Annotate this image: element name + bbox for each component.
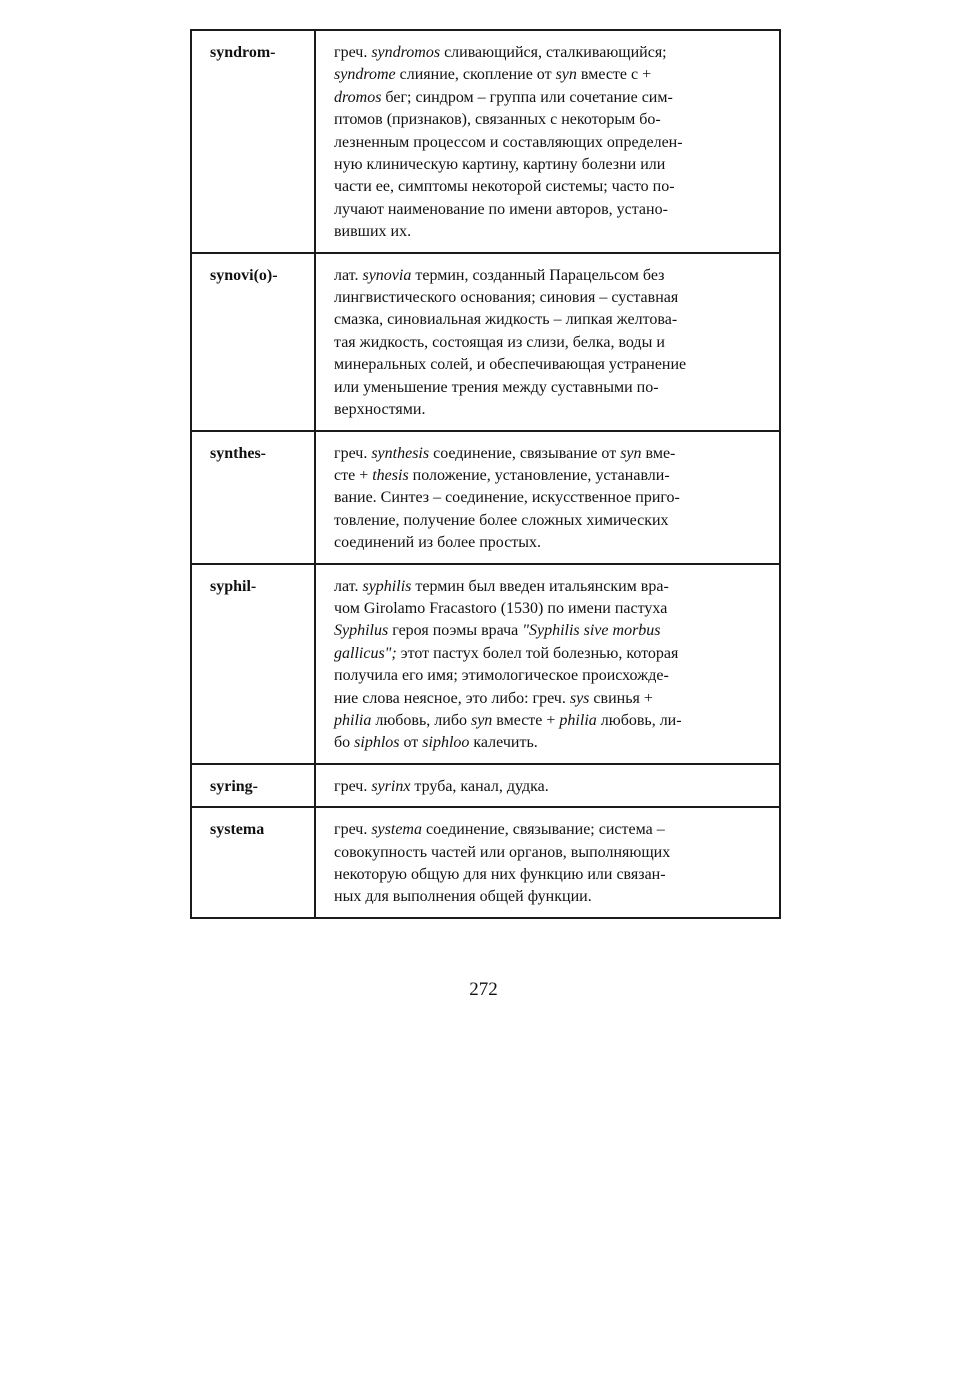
text-segment: любовь, ли-	[596, 711, 682, 729]
italic-term: Syphilus	[334, 622, 389, 640]
italic-term: thesis	[372, 466, 409, 484]
table-row	[191, 807, 780, 918]
text-segment: греч.	[334, 444, 372, 462]
definition-line	[334, 487, 763, 509]
text-segment: части ее, симптомы некоторой системы; часто по-	[334, 178, 675, 196]
definition-line	[334, 688, 763, 710]
text-segment: товление, получение более сложных химических	[334, 511, 669, 529]
definition-cell	[315, 431, 780, 564]
text-segment: этот пастух болел той болезнью, которая	[396, 644, 679, 662]
text-segment: термин, созданный Парацельсом без	[411, 266, 665, 284]
term-cell: syphil-	[191, 564, 315, 764]
italic-term: gallicus";	[334, 644, 397, 662]
definition-line	[334, 199, 763, 221]
text-segment: лат.	[334, 577, 363, 595]
text-segment: лат.	[334, 266, 363, 284]
text-segment: ную клиническую картину, картину болезни или	[334, 156, 666, 174]
definition-line	[334, 532, 763, 554]
definition-line	[334, 443, 763, 465]
definition-cell	[315, 253, 780, 431]
table-row	[191, 431, 780, 564]
definition-line	[334, 109, 763, 131]
italic-term: syn	[555, 66, 577, 84]
italic-term: dromos	[334, 88, 382, 106]
text-segment: минеральных солей, и обеспечивающая устранение	[334, 356, 687, 374]
definition-line	[334, 665, 763, 687]
definition-line	[334, 64, 763, 86]
text-segment: тая жидкость, состоящая из слизи, белка, воды и	[334, 333, 665, 351]
definition-line	[334, 620, 763, 642]
text-segment: греч.	[334, 821, 372, 839]
definition-line	[334, 354, 763, 376]
terms-table-body	[191, 30, 780, 918]
text-segment: птомов (признаков), связанных с некоторым бо-	[334, 111, 661, 129]
text-segment: вме-	[641, 444, 676, 462]
definition-line	[334, 287, 763, 309]
italic-term: syndrome	[334, 66, 396, 84]
text-segment: вивших их.	[334, 223, 412, 241]
text-segment: соединений из более простых.	[334, 534, 542, 552]
text-segment: бег; синдром – группа или сочетание сим-	[381, 88, 673, 106]
definition-line	[334, 886, 763, 908]
text-segment: термин был введен итальянским вра-	[411, 577, 669, 595]
italic-term: philia	[559, 711, 597, 729]
definition-line	[334, 399, 763, 421]
term-cell: syring-	[191, 764, 315, 807]
italic-term: "Syphilis sive morbus	[522, 622, 661, 640]
table-row	[191, 764, 780, 807]
term-cell: synovi(o)-	[191, 253, 315, 431]
definition-line	[334, 176, 763, 198]
table-row	[191, 564, 780, 764]
term-cell: systema	[191, 807, 315, 918]
italic-term: siphlos	[354, 734, 400, 752]
text-segment: героя поэмы врача	[388, 622, 523, 640]
definition-line	[334, 154, 763, 176]
italic-term: systema	[371, 821, 422, 839]
text-segment: лучают наименование по имени авторов, устано-	[334, 200, 668, 218]
text-segment: верхностями.	[334, 401, 426, 419]
definition-line	[334, 576, 763, 598]
definition-cell	[315, 764, 780, 807]
italic-term: synovia	[362, 266, 412, 284]
definition-line	[334, 87, 763, 109]
text-segment: ние слова неясное, это либо: греч.	[334, 689, 570, 707]
text-segment: калечить.	[469, 734, 538, 752]
italic-term: siphloo	[422, 734, 470, 752]
terms-table	[190, 29, 781, 919]
text-segment: некоторую общую для них функцию или связан-	[334, 866, 666, 883]
definition-line	[334, 864, 763, 886]
italic-term: synthesis	[371, 444, 430, 462]
definition-cell	[315, 30, 780, 253]
text-segment: греч.	[334, 777, 372, 795]
definition-line	[334, 842, 763, 864]
definition-cell	[315, 807, 780, 918]
definition-line	[334, 643, 763, 665]
definition-line	[334, 377, 763, 399]
definition-line	[334, 265, 763, 287]
text-segment: труба, канал, дудка.	[410, 777, 549, 795]
text-segment: от	[399, 734, 423, 752]
text-segment: чом Girolamo Fracastoro (1530) по имени пастуха	[334, 599, 668, 617]
text-segment: вместе +	[492, 711, 560, 729]
text-segment: слияние, скопление от	[395, 66, 556, 84]
definition-cell	[315, 564, 780, 764]
text-segment: любовь, либо	[371, 711, 471, 729]
definition-line	[334, 819, 763, 841]
italic-term: philia	[334, 711, 372, 729]
page-number: 272	[469, 979, 498, 1000]
definition-line	[334, 598, 763, 620]
definition-line	[334, 732, 763, 754]
text-segment: соединение, связывание; система –	[421, 821, 665, 839]
definition-line	[334, 510, 763, 532]
text-segment: свинья +	[589, 689, 653, 707]
table-row	[191, 30, 780, 253]
text-segment: лингвистического основания; синовия – суставная	[334, 289, 679, 307]
italic-term: syphilis	[362, 577, 412, 595]
table-row	[191, 253, 780, 431]
definition-line	[334, 132, 763, 154]
definition-line	[334, 309, 763, 331]
text-segment: или уменьшение трения между суставными по-	[334, 378, 659, 396]
definition-line	[334, 221, 763, 243]
text-segment: положение, установление, устанавли-	[408, 466, 670, 484]
definition-line	[334, 42, 763, 64]
text-segment: смазка, синовиальная жидкость – липкая желтова-	[334, 311, 678, 329]
italic-term: syrinx	[371, 777, 411, 795]
text-segment: вместе с +	[576, 66, 652, 84]
italic-term: syndromos	[371, 44, 441, 61]
text-segment: сте +	[334, 466, 373, 484]
text-segment: греч.	[334, 44, 372, 61]
text-segment: лезненным процессом и составляющих определен-	[334, 133, 683, 151]
italic-term: syn	[470, 711, 493, 729]
definition-line	[334, 465, 763, 487]
text-segment: ных для выполнения общей функции.	[334, 888, 592, 906]
definition-line	[334, 710, 763, 732]
definition-line	[334, 332, 763, 354]
term-cell: synthes-	[191, 431, 315, 564]
term-cell: syndrom-	[191, 30, 315, 253]
text-segment: вание. Синтез – соединение, искусственное приго-	[334, 489, 680, 507]
text-segment: получила его имя; этимологическое происхожде-	[334, 667, 669, 685]
italic-term: syn	[620, 444, 642, 462]
text-segment: бо	[334, 734, 355, 752]
definition-line	[334, 776, 763, 798]
text-segment: сливающийся, сталкивающийся;	[440, 44, 667, 61]
text-segment: совокупность частей или органов, выполняющих	[334, 843, 671, 861]
text-segment: соединение, связывание от	[429, 444, 621, 462]
italic-term: sys	[569, 689, 590, 707]
